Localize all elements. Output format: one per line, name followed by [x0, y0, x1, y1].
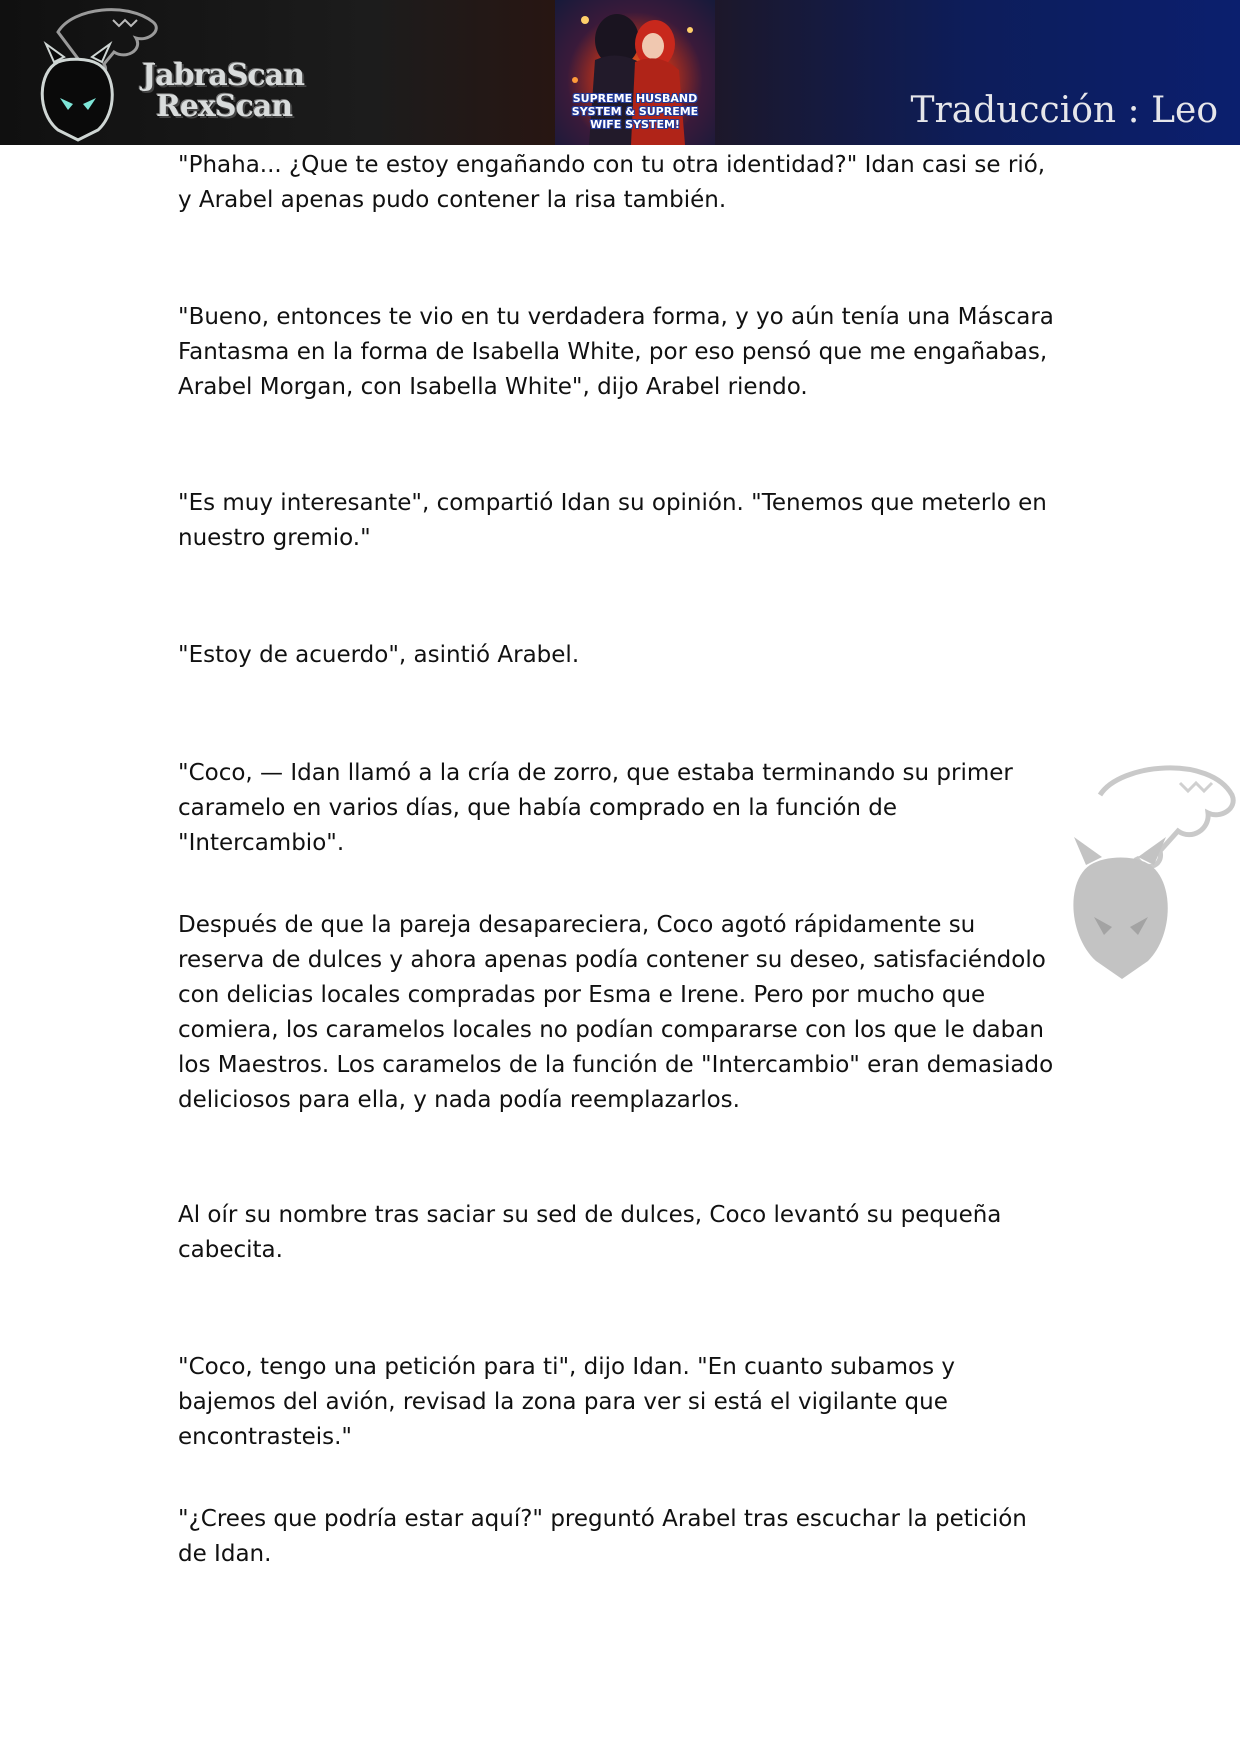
- paragraph: "Estoy de acuerdo", asintió Arabel.: [178, 642, 580, 668]
- brand-line-1: JabraScan: [142, 58, 305, 93]
- cover-title-line-2: SYSTEM & SUPREME: [571, 105, 699, 118]
- paragraph: "Coco, tengo una petición para ti", dijo Idan. "En cuanto subamos y bajemos del avión, revisad la zona para ver si está el vigilante que encontrasteis.": [178, 1354, 956, 1450]
- paragraph: Después de que la pareja desapareciera, Coco agotó rápidamente su reserva de dulces y ahora apenas podía contener su deseo, satisfaciéndolo con delicias locales compradas por Esma e Irene. Pero por mucho que comiera, los caramelos locales no podían compararse con los que le daban los Maestros. Los caramelos de la función de "Intercambio" eran demasiado deliciosos para ella, y nada podía reemplazarlos.: [178, 912, 1054, 1113]
- paragraph: "Phaha... ¿Que te estoy engañando con tu otra identidad?" Idan casi se rió, y Arabel apenas pudo contener la risa también.: [178, 152, 1046, 213]
- paragraph: "Bueno, entonces te vio en tu verdadera forma, y yo aún tenía una Máscara Fantasma en la forma de Isabella White, por eso pensó que me engañabas, Arabel Morgan, con Isabella White", dijo Arabel riendo.: [178, 304, 1054, 400]
- paragraph: "Es muy interesante", compartió Idan su opinión. "Tenemos que meterlo en nuestro gremio.": [178, 490, 1047, 551]
- dinosaur-skull-watermark-icon: [1060, 755, 1240, 985]
- brand-name: [142, 60, 342, 122]
- cover-title: [565, 92, 705, 131]
- novel-cover-image: [555, 0, 715, 145]
- translator-credit: Traducción : Leo: [910, 90, 1218, 131]
- paragraph: "Coco, — Idan llamó a la cría de zorro, que estaba terminando su primer caramelo en varios días, que había comprado en la función de "Intercambio".: [178, 760, 1013, 856]
- cover-title-line-3: WIFE SYSTEM!: [590, 118, 680, 131]
- header-banner: [0, 0, 1240, 145]
- paragraph: Al oír su nombre tras saciar su sed de dulces, Coco levantó su pequeña cabecita.: [178, 1202, 1002, 1263]
- paragraph: "¿Crees que podría estar aquí?" preguntó Arabel tras escuchar la petición de Idan.: [178, 1506, 1027, 1567]
- brand-line-2: RexScan: [156, 89, 293, 124]
- cover-title-line-1: SUPREME HUSBAND: [572, 92, 698, 105]
